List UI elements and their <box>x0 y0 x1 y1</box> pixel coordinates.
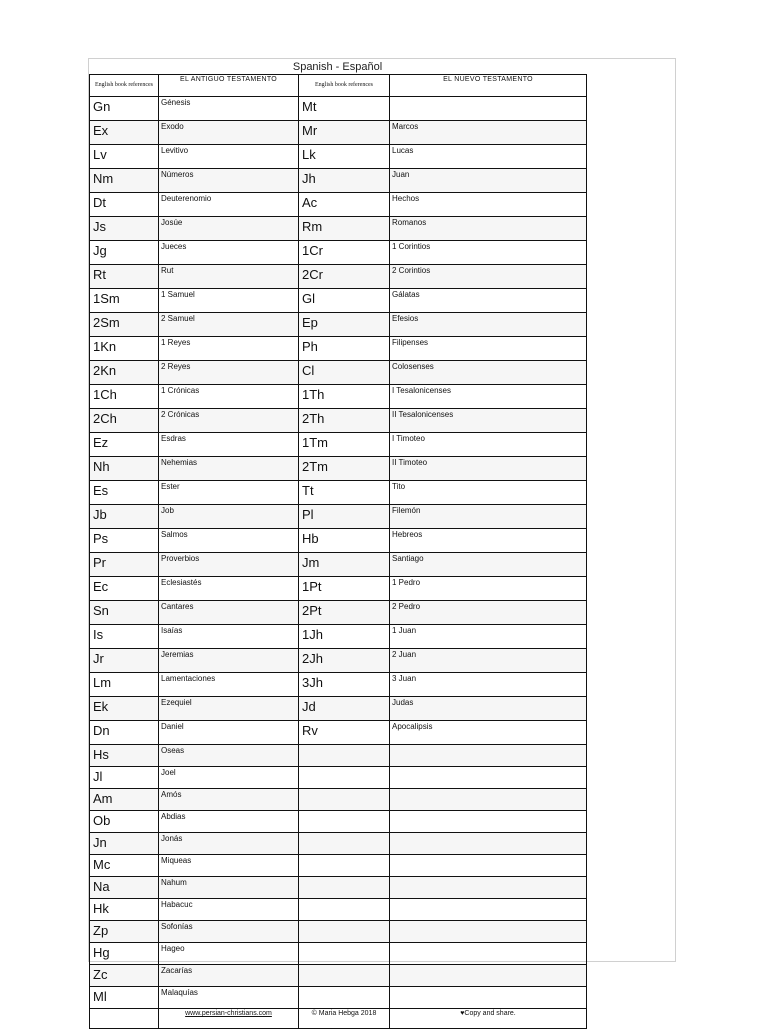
page-title: Spanish - Español <box>292 61 383 73</box>
ot-abbreviation: Na <box>90 877 159 899</box>
ot-abbreviation: 2Sm <box>90 313 159 337</box>
header-new-testament: EL NUEVO TESTAMENTO <box>390 75 587 97</box>
nt-book-name: Santiago <box>390 553 587 577</box>
ot-book-name: 1 Crónicas <box>159 385 299 409</box>
table-row <box>90 625 587 649</box>
ot-book-name: Levitivo <box>159 145 299 169</box>
footer-copyright: © Maria Hebga 2018 <box>299 1009 390 1029</box>
table-row <box>90 169 587 193</box>
ot-abbreviation: Dt <box>90 193 159 217</box>
ot-abbreviation: Js <box>90 217 159 241</box>
nt-book-name: Apocalipsis <box>390 721 587 745</box>
nt-book-name: 2 Corintios <box>390 265 587 289</box>
ot-abbreviation: Jl <box>90 767 159 789</box>
ot-book-name: Jonás <box>159 833 299 855</box>
ot-book-name: Oseas <box>159 745 299 767</box>
table-row <box>90 553 587 577</box>
nt-abbreviation: Cl <box>299 361 390 385</box>
table-row <box>90 745 587 767</box>
nt-abbreviation <box>299 943 390 965</box>
ot-book-name: Amós <box>159 789 299 811</box>
nt-book-name <box>390 811 587 833</box>
nt-abbreviation: 2Jh <box>299 649 390 673</box>
ot-book-name: Josúe <box>159 217 299 241</box>
ot-abbreviation: Zc <box>90 965 159 987</box>
table-row <box>90 649 587 673</box>
ot-abbreviation: Nm <box>90 169 159 193</box>
ot-book-name: Daniel <box>159 721 299 745</box>
nt-abbreviation <box>299 745 390 767</box>
table-row <box>90 313 587 337</box>
table-row <box>90 457 587 481</box>
nt-abbreviation: Jh <box>299 169 390 193</box>
nt-book-name <box>390 899 587 921</box>
ot-book-name: Números <box>159 169 299 193</box>
ot-abbreviation: Is <box>90 625 159 649</box>
table-row <box>90 193 587 217</box>
ot-book-name: 1 Reyes <box>159 337 299 361</box>
footer-empty-cell <box>90 1009 159 1029</box>
ot-abbreviation: Lm <box>90 673 159 697</box>
nt-book-name: Filemón <box>390 505 587 529</box>
nt-book-name: Hebreos <box>390 529 587 553</box>
ot-book-name: Joel <box>159 767 299 789</box>
nt-abbreviation: Lk <box>299 145 390 169</box>
table-row <box>90 505 587 529</box>
header-english-ref-nt: English book references <box>299 75 390 97</box>
ot-abbreviation: Lv <box>90 145 159 169</box>
nt-abbreviation <box>299 789 390 811</box>
nt-book-name: I Tesalonicenses <box>390 385 587 409</box>
ot-book-name: Génesis <box>159 97 299 121</box>
nt-abbreviation <box>299 899 390 921</box>
ot-abbreviation: Ml <box>90 987 159 1009</box>
table-row <box>90 409 587 433</box>
table-row <box>90 767 587 789</box>
ot-abbreviation: Zp <box>90 921 159 943</box>
ot-book-name: Rut <box>159 265 299 289</box>
nt-book-name: Romanos <box>390 217 587 241</box>
nt-abbreviation: 1Th <box>299 385 390 409</box>
ot-abbreviation: Jr <box>90 649 159 673</box>
nt-abbreviation <box>299 855 390 877</box>
ot-abbreviation: 2Kn <box>90 361 159 385</box>
nt-book-name: 1 Pedro <box>390 577 587 601</box>
ot-book-name: Isaías <box>159 625 299 649</box>
ot-book-name: Salmos <box>159 529 299 553</box>
nt-abbreviation: Rv <box>299 721 390 745</box>
table-row <box>90 217 587 241</box>
nt-abbreviation: 1Jh <box>299 625 390 649</box>
table-row <box>90 289 587 313</box>
ot-abbreviation: Ec <box>90 577 159 601</box>
nt-book-name: 1 Juan <box>390 625 587 649</box>
table-row <box>90 337 587 361</box>
table-row <box>90 697 587 721</box>
nt-book-name: 2 Pedro <box>390 601 587 625</box>
ot-book-name: Nehemias <box>159 457 299 481</box>
nt-abbreviation: Ph <box>299 337 390 361</box>
nt-book-name: Hechos <box>390 193 587 217</box>
ot-book-name: Exodo <box>159 121 299 145</box>
ot-book-name: Malaquías <box>159 987 299 1009</box>
ot-book-name: 1 Samuel <box>159 289 299 313</box>
ot-book-name: 2 Crónicas <box>159 409 299 433</box>
ot-abbreviation: Pr <box>90 553 159 577</box>
ot-book-name: Deuterenomio <box>159 193 299 217</box>
ot-abbreviation: 1Sm <box>90 289 159 313</box>
table-row <box>90 529 587 553</box>
table-row <box>90 833 587 855</box>
nt-abbreviation: Pl <box>299 505 390 529</box>
ot-book-name: Habacuc <box>159 899 299 921</box>
nt-book-name <box>390 833 587 855</box>
nt-book-name <box>390 97 587 121</box>
nt-abbreviation: 2Pt <box>299 601 390 625</box>
ot-book-name: Sofonías <box>159 921 299 943</box>
nt-abbreviation: Ac <box>299 193 390 217</box>
nt-book-name <box>390 965 587 987</box>
table-row <box>90 811 587 833</box>
nt-abbreviation <box>299 987 390 1009</box>
nt-book-name: II Tesalonicenses <box>390 409 587 433</box>
ot-abbreviation: Ek <box>90 697 159 721</box>
ot-abbreviation: Ez <box>90 433 159 457</box>
ot-book-name: Hageo <box>159 943 299 965</box>
ot-abbreviation: Ps <box>90 529 159 553</box>
ot-book-name: Nahum <box>159 877 299 899</box>
ot-abbreviation: 1Kn <box>90 337 159 361</box>
table-row <box>90 789 587 811</box>
ot-abbreviation: Jg <box>90 241 159 265</box>
nt-abbreviation <box>299 965 390 987</box>
nt-abbreviation: 3Jh <box>299 673 390 697</box>
nt-abbreviation <box>299 767 390 789</box>
ot-book-name: Lamentaciones <box>159 673 299 697</box>
ot-abbreviation: Jn <box>90 833 159 855</box>
nt-book-name: Juan <box>390 169 587 193</box>
nt-abbreviation: Mt <box>299 97 390 121</box>
ot-book-name: Eclesiastés <box>159 577 299 601</box>
ot-book-name: Ezequiel <box>159 697 299 721</box>
table-row <box>90 241 587 265</box>
nt-book-name: I Timoteo <box>390 433 587 457</box>
table-row <box>90 721 587 745</box>
ot-abbreviation: Am <box>90 789 159 811</box>
header-old-testament: EL ANTIGUO TESTAMENTO <box>159 75 299 97</box>
nt-abbreviation: 2Cr <box>299 265 390 289</box>
ot-book-name: Zacarías <box>159 965 299 987</box>
ot-abbreviation: Rt <box>90 265 159 289</box>
ot-abbreviation: Ex <box>90 121 159 145</box>
book-reference-sheet <box>89 59 586 1029</box>
footer-share-note: ♥Copy and share. <box>390 1009 587 1029</box>
nt-book-name: Tito <box>390 481 587 505</box>
books-table-body <box>90 97 587 1009</box>
nt-book-name: Filipenses <box>390 337 587 361</box>
table-row <box>90 601 587 625</box>
nt-book-name <box>390 745 587 767</box>
table-row <box>90 361 587 385</box>
ot-abbreviation: Sn <box>90 601 159 625</box>
ot-abbreviation: 1Ch <box>90 385 159 409</box>
ot-book-name: Jueces <box>159 241 299 265</box>
nt-book-name: Gálatas <box>390 289 587 313</box>
nt-abbreviation: Tt <box>299 481 390 505</box>
nt-abbreviation: 2Th <box>299 409 390 433</box>
nt-book-name <box>390 921 587 943</box>
ot-book-name: Job <box>159 505 299 529</box>
nt-abbreviation: 1Tm <box>299 433 390 457</box>
nt-abbreviation: 2Tm <box>299 457 390 481</box>
nt-book-name: Judas <box>390 697 587 721</box>
table-row <box>90 433 587 457</box>
table-row <box>90 877 587 899</box>
ot-abbreviation: Hs <box>90 745 159 767</box>
nt-book-name: Colosenses <box>390 361 587 385</box>
nt-book-name <box>390 789 587 811</box>
ot-abbreviation: Ob <box>90 811 159 833</box>
nt-book-name: 1 Corintios <box>390 241 587 265</box>
table-row <box>90 673 587 697</box>
ot-book-name: Esdras <box>159 433 299 457</box>
ot-book-name: Proverbios <box>159 553 299 577</box>
ot-book-name: Abdias <box>159 811 299 833</box>
nt-abbreviation: Jd <box>299 697 390 721</box>
ot-abbreviation: 2Ch <box>90 409 159 433</box>
nt-abbreviation: Jm <box>299 553 390 577</box>
ot-book-name: Jeremias <box>159 649 299 673</box>
nt-book-name: 2 Juan <box>390 649 587 673</box>
ot-abbreviation: Hg <box>90 943 159 965</box>
ot-book-name: Cantares <box>159 601 299 625</box>
nt-abbreviation: Gl <box>299 289 390 313</box>
nt-book-name <box>390 877 587 899</box>
table-row <box>90 943 587 965</box>
ot-book-name: 2 Samuel <box>159 313 299 337</box>
nt-abbreviation <box>299 833 390 855</box>
table-row <box>90 899 587 921</box>
nt-abbreviation: Mr <box>299 121 390 145</box>
table-row <box>90 577 587 601</box>
table-row <box>90 921 587 943</box>
nt-abbreviation: Rm <box>299 217 390 241</box>
nt-abbreviation <box>299 877 390 899</box>
ot-book-name: 2 Reyes <box>159 361 299 385</box>
nt-book-name: 3 Juan <box>390 673 587 697</box>
table-row <box>90 265 587 289</box>
nt-book-name <box>390 943 587 965</box>
nt-book-name: Efesios <box>390 313 587 337</box>
nt-abbreviation <box>299 921 390 943</box>
table-row <box>90 855 587 877</box>
nt-book-name <box>390 987 587 1009</box>
ot-abbreviation: Dn <box>90 721 159 745</box>
nt-book-name: Marcos <box>390 121 587 145</box>
table-row <box>90 481 587 505</box>
nt-abbreviation: 1Pt <box>299 577 390 601</box>
nt-abbreviation: Ep <box>299 313 390 337</box>
table-row <box>90 385 587 409</box>
footer-row <box>90 1009 587 1029</box>
nt-abbreviation <box>299 811 390 833</box>
table-header-row <box>90 75 587 97</box>
ot-abbreviation: Mc <box>90 855 159 877</box>
nt-abbreviation: Hb <box>299 529 390 553</box>
table-row <box>90 987 587 1009</box>
nt-book-name: Lucas <box>390 145 587 169</box>
header-english-ref-ot: English book references <box>90 75 159 97</box>
books-table <box>89 74 587 1029</box>
ot-abbreviation: Nh <box>90 457 159 481</box>
nt-book-name <box>390 855 587 877</box>
nt-abbreviation: 1Cr <box>299 241 390 265</box>
nt-book-name <box>390 767 587 789</box>
ot-book-name: Ester <box>159 481 299 505</box>
ot-abbreviation: Jb <box>90 505 159 529</box>
table-row <box>90 965 587 987</box>
ot-book-name: Miqueas <box>159 855 299 877</box>
footer-website-link[interactable]: www.persian-christians.com <box>159 1009 299 1029</box>
table-row <box>90 145 587 169</box>
ot-abbreviation: Gn <box>90 97 159 121</box>
nt-book-name: II Timoteo <box>390 457 587 481</box>
table-row <box>90 121 587 145</box>
ot-abbreviation: Hk <box>90 899 159 921</box>
table-row <box>90 97 587 121</box>
ot-abbreviation: Es <box>90 481 159 505</box>
